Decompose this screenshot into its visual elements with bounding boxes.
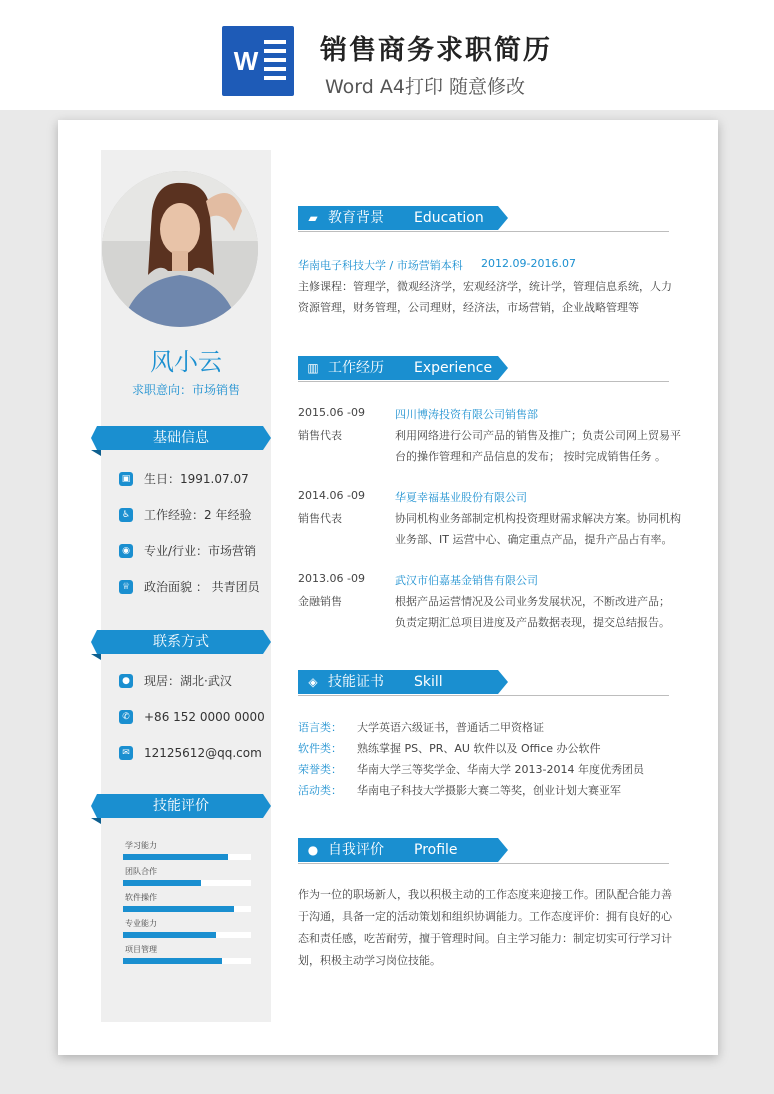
- job-desc: 利用网络进行公司产品的销售及推广；负责公司网上贸易平: [395, 429, 681, 442]
- chart-icon: ▥: [307, 361, 319, 375]
- job-date: 2013.06 -09: [298, 572, 365, 585]
- skill-bar-fill: [123, 880, 201, 886]
- job-desc: 负责定期汇总项目进度及产品数据表现，提交总结报告。: [395, 616, 670, 629]
- skill-bar-track: [123, 906, 251, 912]
- cert-label: 荣誉类：: [298, 763, 342, 776]
- cert-label: 语言类：: [298, 721, 342, 734]
- profile-title-cn: 自我评价: [328, 842, 384, 858]
- job-company: 武汉市伯嘉基金销售有限公司: [395, 574, 538, 587]
- education-school: 华南电子科技大学 / 市场营销本科: [298, 259, 463, 272]
- header-banner: [0, 0, 774, 110]
- experience-title-en: Experience: [414, 360, 493, 376]
- skill-bar-track: [123, 854, 251, 860]
- skill-label: 软件操作: [125, 893, 157, 902]
- skill-cert-header: [298, 670, 669, 696]
- skill-row: [123, 892, 251, 918]
- contact-text: +86 152 0000 0000: [144, 710, 265, 724]
- contact-title: 联系方式: [153, 634, 209, 650]
- industry-icon: ◉: [119, 544, 133, 558]
- job-company: 四川博涛投资有限公司销售部: [395, 408, 538, 421]
- profile-line: 作为一位的职场新人，我以积极主动的工作态度来迎接工作。团队配合能力善: [298, 888, 672, 901]
- resume-page: [58, 120, 718, 1055]
- job-desc: 协同机构业务部制定机构投资理财需求解决方案。协同机构: [395, 512, 681, 525]
- education-courses-1: 主修课程：管理学，微观经济学，宏观经济学，统计学，管理信息系统，人力: [298, 280, 672, 293]
- location-icon: ●: [119, 674, 133, 688]
- cert-text: 华南电子科技大学摄影大赛二等奖，创业计划大赛亚军: [357, 784, 621, 797]
- skill-label: 团队合作: [125, 867, 157, 876]
- education-title-en: Education: [414, 210, 484, 226]
- contact-ribbon: [91, 630, 271, 654]
- cert-text: 大学英语六级证书，普通话二甲资格证: [357, 721, 544, 734]
- job-role: 销售代表: [298, 512, 342, 525]
- skill-label: 专业能力: [125, 919, 157, 928]
- page-title: 销售商务求职简历: [320, 35, 552, 66]
- person-icon: ●: [307, 843, 319, 857]
- info-text: 生日：1991.07.07: [144, 472, 249, 486]
- cert-label: 活动类：: [298, 784, 342, 797]
- experience-icon: ♿: [119, 508, 133, 522]
- info-text: 工作经验：2 年经验: [144, 508, 252, 522]
- job-intent: 求职意向：市场销售: [131, 383, 240, 397]
- word-icon: [222, 26, 294, 96]
- profile-title-en: Profile: [414, 842, 458, 858]
- profile-line: 于沟通，具备一定的活动策划和组织协调能力。工作态度评价：拥有良好的心: [298, 910, 672, 923]
- skill-row: [123, 866, 251, 892]
- sidebar: [101, 150, 271, 1022]
- info-text: 专业/行业：市场营销: [144, 544, 257, 558]
- skill-row: [123, 840, 251, 866]
- email-icon: ✉: [119, 746, 133, 760]
- avatar: [102, 171, 258, 327]
- word-icon-letter: W: [233, 46, 259, 76]
- cert-text: 华南大学三等奖学金、华南大学 2013-2014 年度优秀团员: [357, 763, 644, 776]
- skill-row: [123, 918, 251, 944]
- education-period: 2012.09-2016.07: [481, 257, 576, 270]
- contact-text: 现居：湖北·武汉: [144, 674, 232, 688]
- info-text: 政治面貌 ： 共青团员: [144, 580, 260, 594]
- skill-bar-fill: [123, 932, 216, 938]
- job-desc: 台的操作管理和产品信息的发布； 按时完成销售任务 。: [395, 450, 666, 463]
- page-subtitle: Word A4打印 随意修改: [325, 76, 526, 98]
- tag-icon: ◈: [308, 675, 318, 689]
- profile-line: 态和责任感，吃苦耐劳，擅于管理时间。自主学习能力：制定切实可行学习计: [298, 932, 672, 945]
- experience-title-cn: 工作经历: [328, 360, 384, 376]
- skill-row: [123, 944, 251, 970]
- skill-bar-fill: [123, 958, 222, 964]
- education-header: [298, 206, 669, 232]
- job-role: 金融销售: [298, 595, 342, 608]
- skills-title: 技能评价: [153, 798, 209, 814]
- cert-text: 熟练掌握 PS、PR、AU 软件以及 Office 办公软件: [357, 742, 601, 755]
- job-role: 销售代表: [298, 429, 342, 442]
- contact-text: 12125612@qq.com: [144, 746, 262, 760]
- skill-cert-title-en: Skill: [414, 674, 443, 690]
- skill-bar-track: [123, 932, 251, 938]
- skills-ribbon: [91, 794, 271, 818]
- experience-header: [298, 356, 669, 382]
- avatar-photo: [102, 171, 258, 327]
- skill-bar-fill: [123, 854, 228, 860]
- basic-info-ribbon: [91, 426, 271, 450]
- skill-bar-track: [123, 880, 251, 886]
- job-desc: 根据产品运营情况及公司业务发展状况，不断改进产品；: [395, 595, 670, 608]
- skill-label: 学习能力: [125, 841, 157, 850]
- word-icon-lines: [264, 40, 286, 85]
- graduation-cap-icon: ▰: [308, 211, 318, 225]
- cert-label: 软件类：: [298, 742, 342, 755]
- education-title-cn: 教育背景: [328, 210, 384, 226]
- skill-bar-track: [123, 958, 251, 964]
- job-date: 2015.06 -09: [298, 406, 365, 419]
- job-desc: 业务部、IT 运营中心、确定重点产品，提升产品占有率。: [395, 533, 673, 546]
- medal-icon: ♕: [119, 580, 133, 594]
- skill-label: 项目管理: [125, 945, 157, 954]
- job-company: 华夏幸福基业股份有限公司: [395, 491, 527, 504]
- phone-icon: ✆: [119, 710, 133, 724]
- skill-bar-fill: [123, 906, 234, 912]
- job-date: 2014.06 -09: [298, 489, 365, 502]
- calendar-icon: ▣: [119, 472, 133, 486]
- skill-cert-title-cn: 技能证书: [328, 674, 384, 690]
- candidate-name: 风小云: [150, 348, 222, 376]
- profile-line: 划，积极主动学习岗位技能。: [298, 954, 441, 967]
- basic-info-title: 基础信息: [153, 430, 209, 446]
- profile-header: [298, 838, 669, 864]
- education-courses-2: 资源管理，财务管理，公司理财，经济法，市场营销，企业战略管理等: [298, 301, 639, 314]
